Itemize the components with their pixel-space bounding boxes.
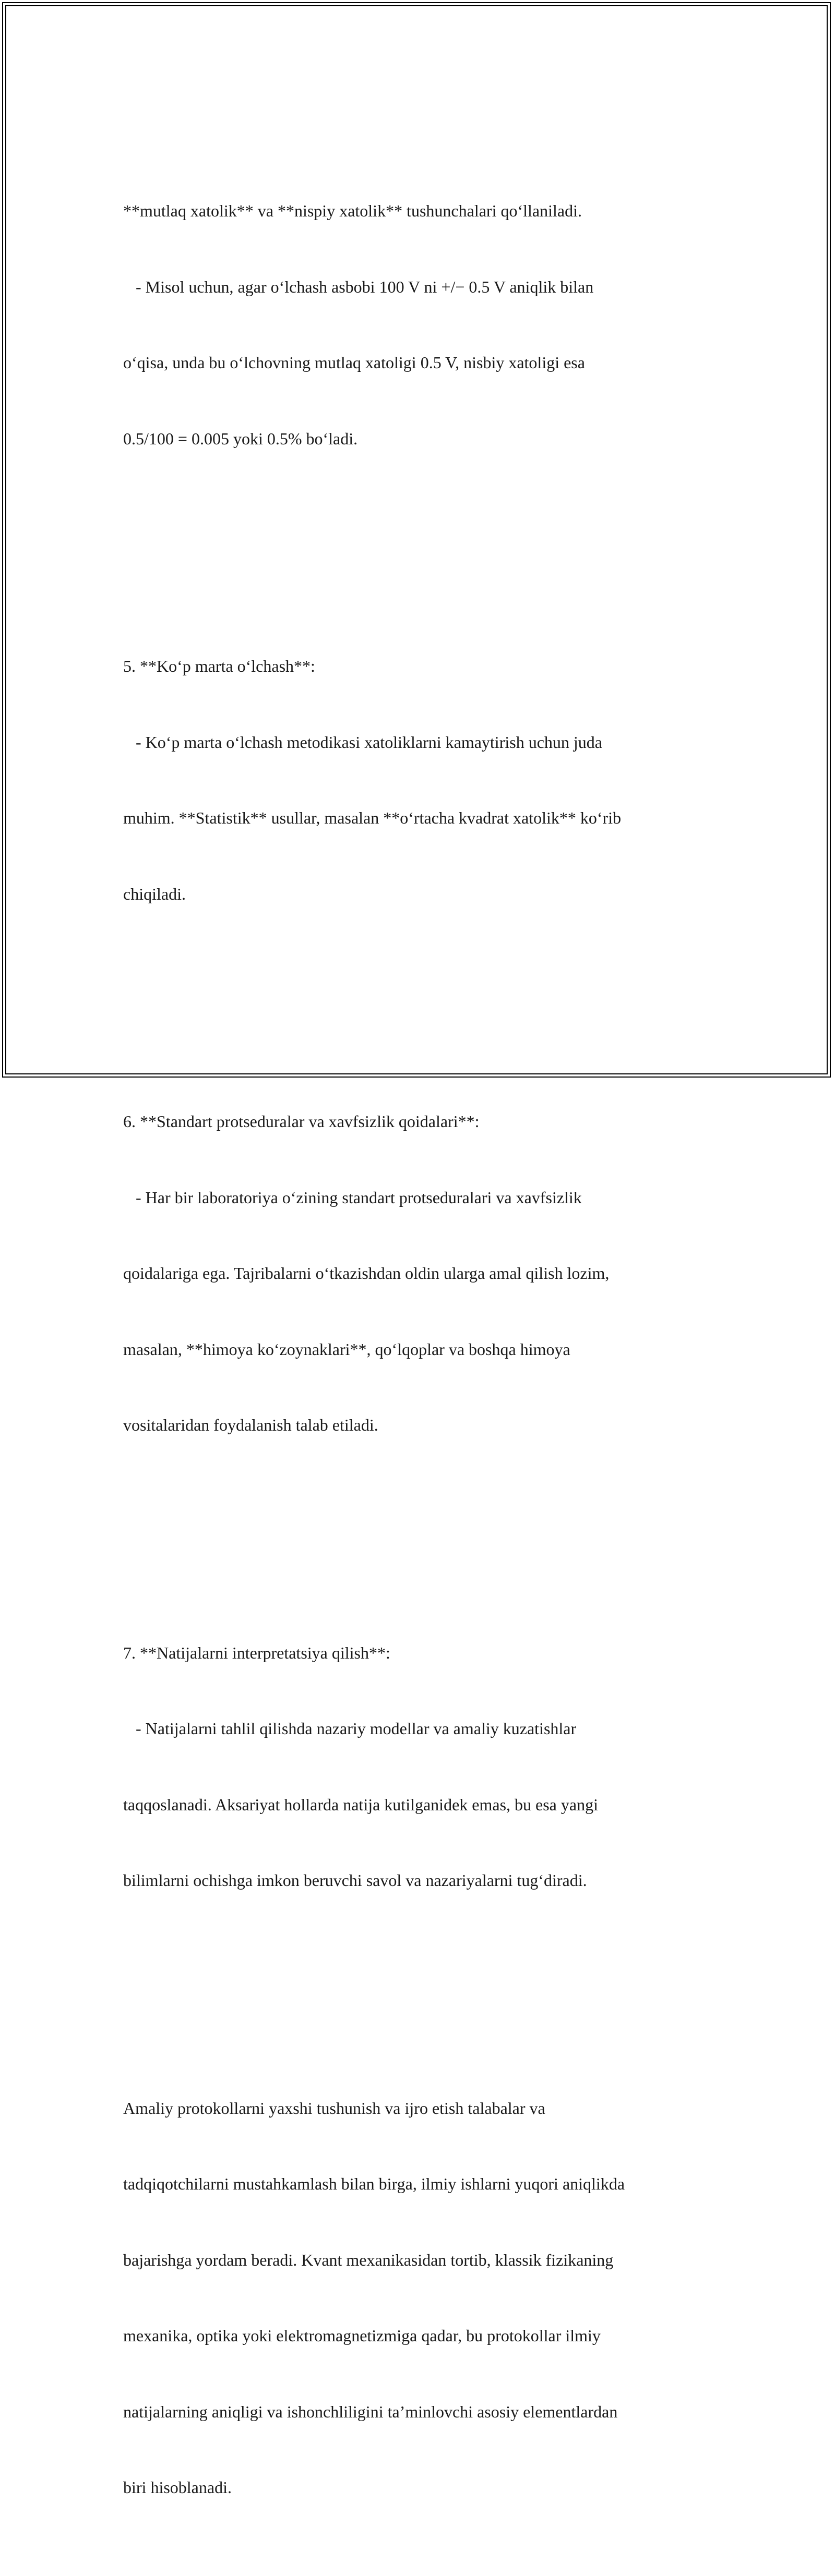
text-line: muhim. **Statistik** usullar, masalan **o‘rtacha kvadrat xatolik** ko‘rib bbox=[123, 808, 622, 827]
text-line: bilimlarni ochishga imkon beruvchi savol va nazariyalarni tug‘diradi. bbox=[123, 1871, 587, 1890]
text-line: o‘qisa, unda bu o‘lchovning mutlaq xatoligi 0.5 V, nisbiy xatoligi esa bbox=[123, 353, 585, 372]
text-line: bajarishga yordam beradi. Kvant mexanikasidan tortib, klassik fizikaning bbox=[123, 2250, 614, 2269]
paragraph-item-7 bbox=[123, 1590, 713, 1944]
text-line: taqqoslanadi. Aksariyat hollarda natija kutilganidek emas, bu esa yangi bbox=[123, 1795, 598, 1814]
text-line: mexanika, optika yoki elektromagnetizmiga qadar, bu protokollar ilmiy bbox=[123, 2326, 601, 2345]
text-line: 0.5/100 = 0.005 yoki 0.5% bo‘ladi. bbox=[123, 429, 358, 448]
text-line: - Misol uchun, agar o‘lchash asbobi 100 V ni +/− 0.5 V aniqlik bilan bbox=[123, 277, 594, 296]
text-line: qoidalariga ega. Tajribalarni o‘tkazishdan oldin ularga amal qilish lozim, bbox=[123, 1264, 610, 1283]
item-heading: 6. **Standart protseduralar va xavfsizlik qoidalari**: bbox=[123, 1112, 480, 1131]
text-line: - Natijalarni tahlil qilishda nazariy modellar va amaliy kuzatishlar bbox=[123, 1719, 577, 1738]
item-heading: 5. **Ko‘p marta o‘lchash**: bbox=[123, 657, 315, 675]
document-body bbox=[123, 97, 713, 2576]
text-line: chiqiladi. bbox=[123, 884, 186, 903]
text-line: - Har bir laboratoriya o‘zining standart protseduralari va xavfsizlik bbox=[123, 1188, 582, 1207]
text-line: **mutlaq xatolik** va **nispiy xatolik** tushunchalari qo‘llaniladi. bbox=[123, 201, 582, 220]
text-line: tadqiqotchilarni mustahkamlash bilan birga, ilmiy ishlarni yuqori aniqlikda bbox=[123, 2174, 625, 2193]
text-line: masalan, **himoya ko‘zoynaklari**, qo‘lqoplar va boshqa himoya bbox=[123, 1339, 570, 1359]
paragraph-error-concepts bbox=[123, 148, 713, 502]
text-line: biri hisoblanadi. bbox=[123, 2478, 232, 2497]
paragraph-item-5 bbox=[123, 603, 713, 957]
text-line: vositalaridan foydalanish talab etiladi. bbox=[123, 1416, 378, 1434]
item-heading: 7. **Natijalarni interpretatsiya qilish**: bbox=[123, 1643, 390, 1662]
text-line: natijalarning aniqligi va ishonchliligini ta’minlovchi asosiy elementlardan bbox=[123, 2402, 618, 2421]
paragraph-item-6 bbox=[123, 1058, 713, 1489]
text-line: - Ko‘p marta o‘lchash metodikasi xatoliklarni kamaytirish uchun juda bbox=[123, 732, 602, 752]
text-line: Amaliy protokollarni yaxshi tushunish va ijro etish talabalar va bbox=[123, 2098, 545, 2118]
paragraph-conclusion bbox=[123, 2045, 713, 2551]
